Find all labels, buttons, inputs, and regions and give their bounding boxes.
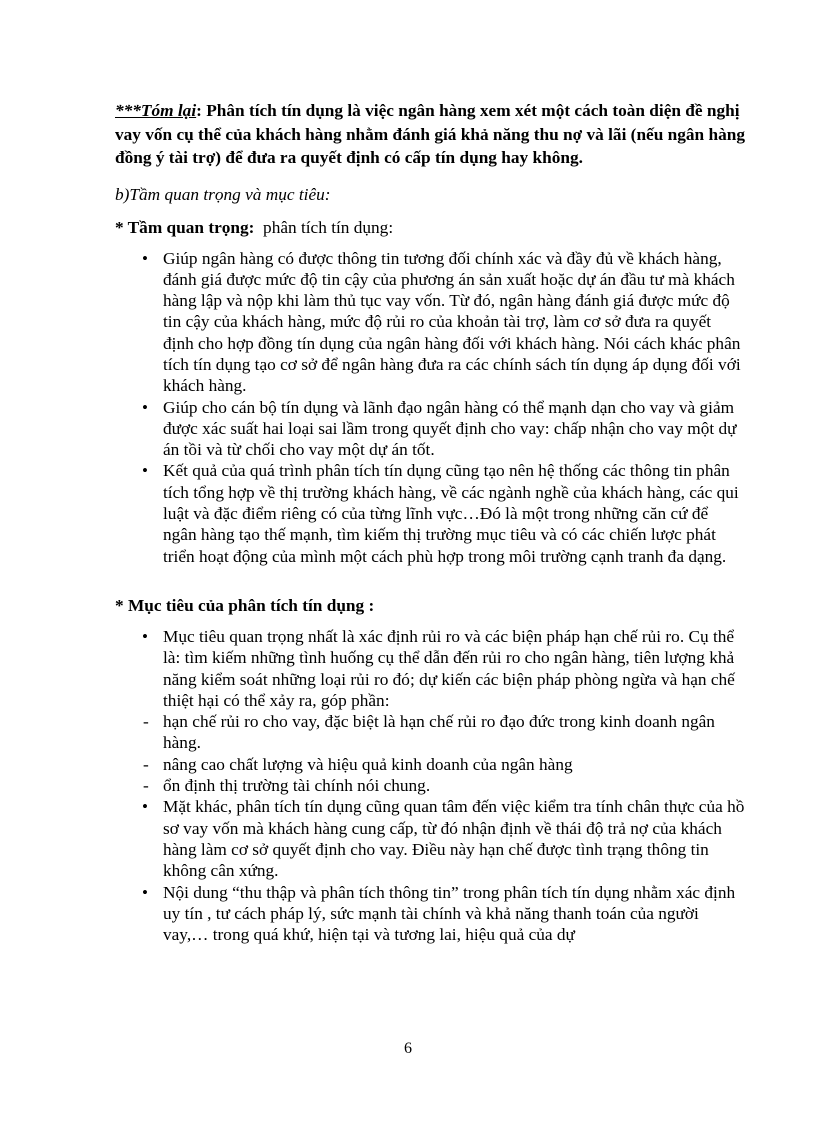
page-number: 6 (404, 1040, 412, 1057)
list-item: • Nội dung “thu thập và phân tích thông tin” trong phân tích tín dụng nhằm xác định uy tín , tư cách pháp lý, sức mạnh tài chính và khả năng thanh toán của người vay,… trong quá khứ, hiện tại và tương lai, hiệu quả của dự (115, 882, 745, 946)
summary-paragraph (115, 99, 745, 170)
summary-lead: ***Tóm lại (115, 101, 197, 120)
list-item: • Mặt khác, phân tích tín dụng cũng quan tâm đến việc kiểm tra tính chân thực của hồ sơ vay vốn mà khách hàng cung cấp, từ đó nhận định về thái độ trả nợ của khách hàng làm cơ sở quyết định cho vay. Điều này hạn chế được tình trạng thông tin không cân xứng. (115, 796, 745, 881)
list-item: • Kết quả của quá trình phân tích tín dụng cũng tạo nên hệ thống các thông tin phân tích tổng hợp về thị trường khách hàng, về các ngành nghề của khách hàng, các qui luật và đặc điểm riêng có của từng lĩnh vực…Đó là một trong những căn cứ để ngân hàng tạo thế mạnh, tìm kiếm thị trường mục tiêu và có các chiến lược phát triển hoạt động của mình một cách phù hợp trong môi trường cạnh tranh đa dạng. (115, 460, 745, 566)
objectives-heading: * Mục tiêu của phân tích tín dụng : (115, 595, 375, 615)
importance-subtitle: phân tích tín dụng: (254, 217, 394, 237)
importance-title: * Tầm quan trọng: (115, 217, 255, 237)
list-item: • Giúp cho cán bộ tín dụng và lãnh đạo ngân hàng có thể mạnh dạn cho vay và giảm được xác suất hai loại sai lầm trong quyết định cho vay: chấp nhận cho vay một dự án tồi và từ chối cho vay một dự án tốt. (115, 397, 745, 461)
dash-item: - nâng cao chất lượng và hiệu quả kinh doanh của ngân hàng (115, 754, 745, 775)
list-item: • Mục tiêu quan trọng nhất là xác định rủi ro và các biện pháp hạn chế rủi ro. Cụ thể là: tìm kiếm những tình huống cụ thể dẫn đến rủi ro cho ngân hàng, tiên lượng khả năng kiểm soát những loại rủi ro đó; dự kiến các biện pháp phòng ngừa và hạn chế thiệt hại có thể xảy ra, góp phần: (115, 626, 745, 711)
section-subheading: b)Tầm quan trọng và mục tiêu: (115, 184, 331, 204)
dash-item: - ổn định thị trường tài chính nói chung. (115, 775, 745, 796)
importance-list (115, 248, 745, 567)
objectives-list (115, 626, 745, 945)
summary-text: : Phân tích tín dụng là việc ngân hàng xem xét một cách toàn diện đề nghị vay vốn cụ thể của khách hàng nhằm đánh giá khả năng thu nợ và lãi (nếu ngân hàng đồng ý tài trợ) để đưa ra quyết định có cấp tín dụng hay không. (115, 101, 745, 167)
document-page (115, 99, 745, 945)
list-item: • Giúp ngân hàng có được thông tin tương đối chính xác và đầy đủ về khách hàng, đánh giá được mức độ tin cậy của phương án sản xuất hoặc dự án đầu tư mà khách hàng lập và nộp khi làm thủ tục vay vốn. Từ đó, ngân hàng đánh giá được mức độ tin cậy của khách hàng, mức độ rủi ro của khoản tài trợ, làm cơ sở đưa ra quyết định cho hợp đồng tín dụng của ngân hàng đối với khách hàng. Nói cách khác phân tích tín dụng tạo cơ sở để ngân hàng đưa ra các chính sách tín dụng áp dụng đối với khách hàng. (115, 248, 745, 397)
dash-item: - hạn chế rủi ro cho vay, đặc biệt là hạn chế rủi ro đạo đức trong kinh doanh ngân hàng. (115, 711, 745, 754)
importance-heading (115, 216, 745, 239)
